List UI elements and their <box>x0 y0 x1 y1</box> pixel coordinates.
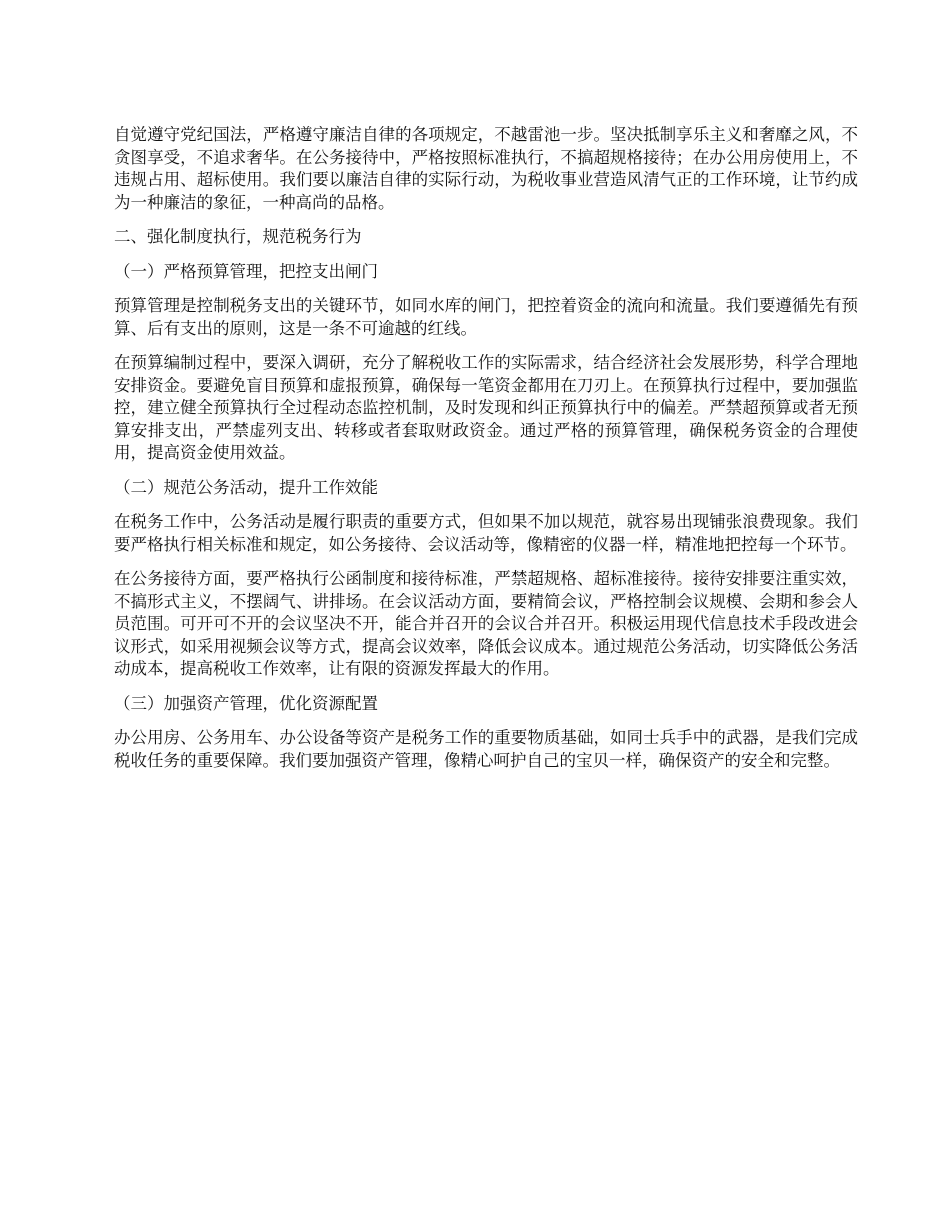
subsection-heading-assets: （三）加强资产管理，优化资源配置 <box>114 693 378 713</box>
paragraph-activities-intro: 在税务工作中，公务活动是履行职责的重要方式，但如果不加以规范，就容易出现铺张浪费现象。我们要严格执行相关标准和规定，如公务接待、会议活动等，像精密的仪器一样，精准地把控每一个环节。 <box>114 512 858 554</box>
document-body <box>114 124 858 784</box>
subsection-heading-official-activities: （二）规范公务活动，提升工作效能 <box>114 477 378 497</box>
paragraph-budget-detail: 在预算编制过程中，要深入调研，充分了解税收工作的实际需求，结合经济社会发展形势，科学合理地安排资金。要避免盲目预算和虚报预算，确保每一笔资金都用在刀刃上。在预算执行过程中，要加强监控，建立健全预算执行全过程动态监控机制，及时发现和纠正预算执行中的偏差。严禁超预算或者无预算安排支出，严禁虚列支出、转移或者套取财政资金。通过严格的预算管理，确保税务资金的合理使用，提高资金使用效益。 <box>114 353 858 462</box>
paragraph-budget-intro: 预算管理是控制税务支出的关键环节，如同水库的闸门，把控着资金的流向和流量。我们要遵循先有预算、后有支出的原则，这是一条不可逾越的红线。 <box>114 296 858 338</box>
paragraph-assets-intro: 办公用房、公务用车、办公设备等资产是税务工作的重要物质基础，如同士兵手中的武器，是我们完成税收任务的重要保障。我们要加强资产管理，像精心呵护自己的宝贝一样，确保资产的安全和完整。 <box>114 728 858 770</box>
paragraph-activities-detail: 在公务接待方面，要严格执行公函制度和接待标准，严禁超规格、超标准接待。接待安排要注重实效，不搞形式主义，不摆阔气、讲排场。在会议活动方面，要精简会议，严格控制会议规模、会期和参会人员范围。可开可不开的会议坚决不开，能合并召开的会议合并召开。积极运用现代信息技术手段改进会议形式，如采用视频会议等方式，提高会议效率，降低会议成本。通过规范公务活动，切实降低公务活动成本，提高税收工作效率，让有限的资源发挥最大的作用。 <box>114 569 858 678</box>
paragraph-discipline: 自觉遵守党纪国法，严格遵守廉洁自律的各项规定，不越雷池一步。坚决抵制享乐主义和奢靡之风，不贪图享受，不追求奢华。在公务接待中，严格按照标准执行，不搞超规格接待；在办公用房使用上，不违规占用、超标使用。我们要以廉洁自律的实际行动，为税收事业营造风清气正的工作环境，让节约成为一种廉洁的象征，一种高尚的品格。 <box>114 125 858 212</box>
section-heading-2: 二、强化制度执行，规范税务行为 <box>114 227 362 246</box>
subsection-heading-budget: （一）严格预算管理，把控支出闸门 <box>114 261 378 281</box>
